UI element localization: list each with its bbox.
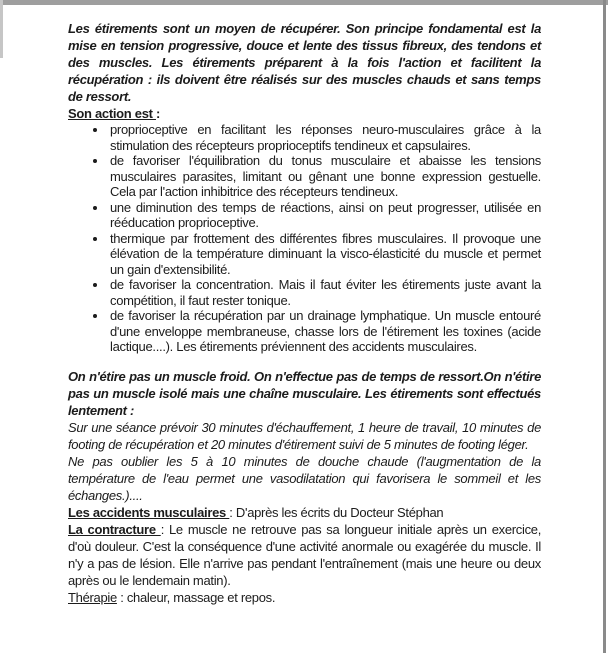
contracture-paragraph — [68, 521, 541, 589]
bullet-item-thermique: • thermique par frottement des différentes fibres musculaires. Il provoque une élévation de la température diminuant la visco-élasticité du muscle et permet un gain d'extensibilité. — [108, 231, 541, 278]
therapie-separator: : — [116, 589, 127, 605]
contracture-heading: La contracture — [68, 521, 161, 537]
action-heading — [68, 105, 541, 122]
contracture-separator: : — [160, 521, 169, 537]
therapie-heading: Thérapie — [68, 589, 117, 605]
bullet-item-concentration: • de favoriser la concentration. Mais il faut éviter les étirements juste avant la compétition, il faut rester tonique. — [108, 277, 541, 308]
bullet-item-recuperation: • de favoriser la récupération par un drainage lymphatique. Un muscle entouré d'une enveloppe membraneuse, chasse lors de l'étirement les toxines (acide lactique....). Les étirements préviennent des accidents musculaires. — [108, 308, 541, 355]
accidents-line — [68, 504, 541, 521]
douche-paragraph: Ne pas oublier les 5 à 10 minutes de douche chaude (l'augmentation de la température de l'eau permet une vasodilatation qui favorisera le sommeil et les échanges.).... — [68, 453, 541, 503]
action-heading-text: Son action est — [68, 106, 156, 121]
action-bullet-list — [68, 122, 541, 355]
scan-edge-right — [603, 0, 606, 653]
scan-edge-top — [0, 0, 608, 5]
document-content — [68, 20, 541, 606]
accidents-source-text: D'après les écrits du Docteur Stéphan — [235, 504, 444, 520]
seance-paragraph: Sur une séance prévoir 30 minutes d'échauffement, 1 heure de travail, 10 minutes de footing de récupération et 20 minutes d'étirement suivi de 5 minutes de footing léger. — [68, 419, 541, 452]
action-heading-colon: : — [155, 106, 160, 121]
therapie-line — [68, 589, 541, 606]
bullet-item-equilibration: • de favoriser l'équilibration du tonus musculaire et abaisse les tensions musculaires parasites, limitant ou gênant une bonne expression gestuelle. Cela par l'action inhibitrice des récepteurs tendineux. — [108, 153, 541, 200]
accidents-separator: : — [229, 504, 236, 520]
contracture-text: Le muscle ne retrouve pas sa longueur initiale après un exercice, d'où douleur. C'est la conséquence d'une activité anormale ou exagérée du muscle. Il n'y a pas de lésion. Elle n'arrive pas pendant l'entraînement (mais une heure ou deux après ou le lendemain matin). — [68, 521, 542, 588]
rules-paragraph: On n'étire pas un muscle froid. On n'effectue pas de temps de ressort.On n'étire pas un muscle isolé mais une chaîne musculaire. Les étirements sont effectués lentement : — [68, 368, 541, 418]
bullet-item-temps-reactions: • une diminution des temps de réactions, ainsi on peut progresser, utilisée en rééducation proprioceptive. — [108, 200, 541, 231]
scan-edge-left — [0, 0, 3, 58]
bullet-item-proprioceptive: • proprioceptive en facilitant les réponses neuro-musculaires grâce à la stimulation des récepteurs proprioceptifs tendineux et capsulaires. — [108, 122, 541, 153]
therapie-text: chaleur, massage et repos. — [126, 589, 276, 605]
intro-paragraph: Les étirements sont un moyen de récupérer. Son principe fondamental est la mise en tension progressive, douce et lente des tissus fibreux, des tendons et des muscles. Les étirements préparent à la fois l'action et facilitent la récupération : ils doivent être réalisés sur des muscles chauds et sans temps de ressort. — [68, 21, 541, 104]
accidents-heading: Les accidents musculaires — [68, 504, 230, 520]
